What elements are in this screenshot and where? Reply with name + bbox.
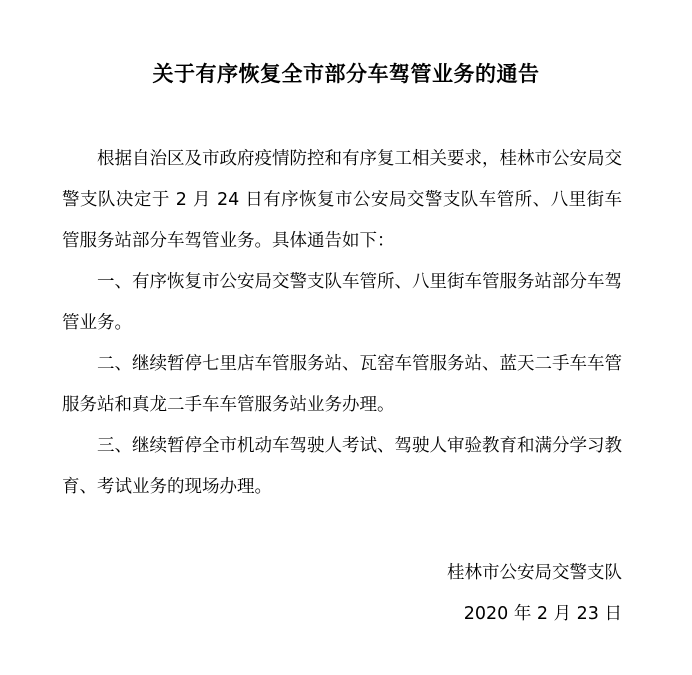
paragraph-item-3: 三、继续暂停全市机动车驾驶人考试、驾驶人审验教育和满分学习教育、考试业务的现场办理。 [62, 436, 622, 497]
notice-title: 关于有序恢复全市部分车驾管业务的通告 [152, 62, 540, 86]
signature-date: 2020 年 2 月 23 日 [463, 604, 622, 624]
paragraph-intro: 根据自治区及市政府疫情防控和有序复工相关要求，桂林市公安局交警支队决定于 2 月 24 日有序恢复市公安局交警支队车管所、八里街车管服务站部分车驾管业务。具体通告如下： [62, 149, 622, 251]
signature-organization: 桂林市公安局交警支队 [447, 563, 622, 583]
paragraph-item-1: 一、有序恢复市公安局交警支队车管所、八里街车管服务站部分车驾管业务。 [62, 272, 622, 333]
notice-body [62, 139, 622, 508]
paragraph-item-2: 二、继续暂停七里店车管服务站、瓦窑车管服务站、蓝天二手车车管服务站和真龙二手车车管服务站业务办理。 [62, 354, 622, 415]
